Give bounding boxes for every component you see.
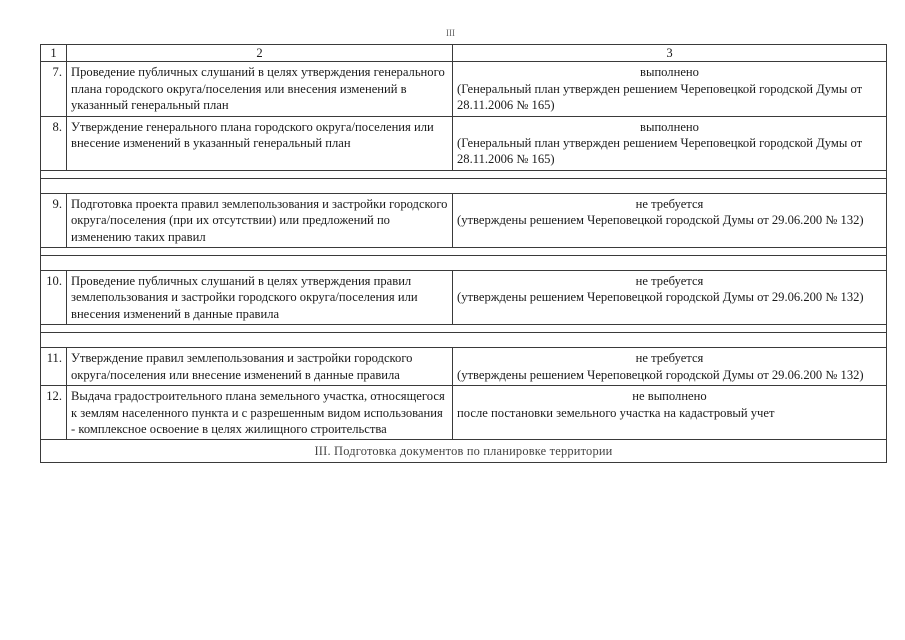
row-result xyxy=(453,348,887,386)
table-row xyxy=(41,386,887,440)
row-status: не требуется xyxy=(635,351,704,366)
row-note: (утверждены решением Череповецкой городской Думы от 29.06.200 № 132) xyxy=(457,367,864,382)
header-col-2: 2 xyxy=(67,45,453,62)
table-row xyxy=(41,62,887,116)
row-spacer xyxy=(41,178,887,193)
row-number: 11. xyxy=(41,348,67,386)
row-separator xyxy=(41,325,887,333)
section-title: III. Подготовка документов по планировке территории xyxy=(41,440,887,462)
row-status: не выполнено xyxy=(632,389,707,404)
row-number: 12. xyxy=(41,386,67,440)
document-sheet xyxy=(40,44,886,463)
row-note: (Генеральный план утвержден решением Череповецкой городской Думы от 28.11.2006 № 165) xyxy=(457,81,863,113)
header-col-1: 1 xyxy=(41,45,67,62)
table-header-row xyxy=(41,45,887,62)
page-number: III xyxy=(446,28,455,38)
row-result xyxy=(453,116,887,170)
table-row xyxy=(41,193,887,247)
row-note: (утверждены решением Череповецкой городской Думы от 29.06.200 № 132) xyxy=(457,290,864,305)
row-activity: Проведение публичных слушаний в целях утверждения правил землепользования и застройки городского округа/поселения или внесения изменений в данные правила xyxy=(67,271,453,325)
row-number: 8. xyxy=(41,116,67,170)
row-number: 10. xyxy=(41,271,67,325)
activity-table xyxy=(40,44,887,463)
row-result xyxy=(453,386,887,440)
table-row xyxy=(41,271,887,325)
row-status: не требуется xyxy=(635,274,704,289)
row-activity: Выдача градостроительного плана земельного участка, относящегося к землям населенного пункта и с разрешенным видом использования - комплексное освоение в целях жилищного строительства xyxy=(67,386,453,440)
row-status: выполнено xyxy=(640,65,699,80)
row-separator xyxy=(41,248,887,256)
header-col-3: 3 xyxy=(453,45,887,62)
row-activity: Утверждение правил землепользования и застройки городского округа/поселения или внесение изменений в данные правила xyxy=(67,348,453,386)
row-activity: Проведение публичных слушаний в целях утверждения генерального плана городского округа/поселения или внесения изменений в указанный генеральный план xyxy=(67,62,453,116)
section-heading-row xyxy=(41,440,887,462)
row-note: (Генеральный план утвержден решением Череповецкой городской Думы от 28.11.2006 № 165) xyxy=(457,136,863,167)
row-status: не требуется xyxy=(635,196,704,211)
row-activity: Подготовка проекта правил землепользования и застройки городского округа/поселения (при их отсутствии) или предложений по изменению таких правил xyxy=(67,193,453,247)
row-number: 9. xyxy=(41,193,67,247)
row-spacer xyxy=(41,256,887,271)
row-note: (утверждены решением Череповецкой городской Думы от 29.06.200 № 132) xyxy=(457,213,864,228)
row-result xyxy=(453,271,887,325)
row-result xyxy=(453,62,887,116)
row-result xyxy=(453,193,887,247)
row-number: 7. xyxy=(41,62,67,116)
row-status: выполнено xyxy=(640,119,699,134)
table-row xyxy=(41,116,887,170)
table-row xyxy=(41,348,887,386)
row-separator xyxy=(41,170,887,178)
row-activity: Утверждение генерального плана городского округа/поселения или внесение изменений в указанный генеральный план xyxy=(67,116,453,170)
row-spacer xyxy=(41,333,887,348)
row-note: после постановки земельного участка на кадастровый учет xyxy=(457,405,775,420)
